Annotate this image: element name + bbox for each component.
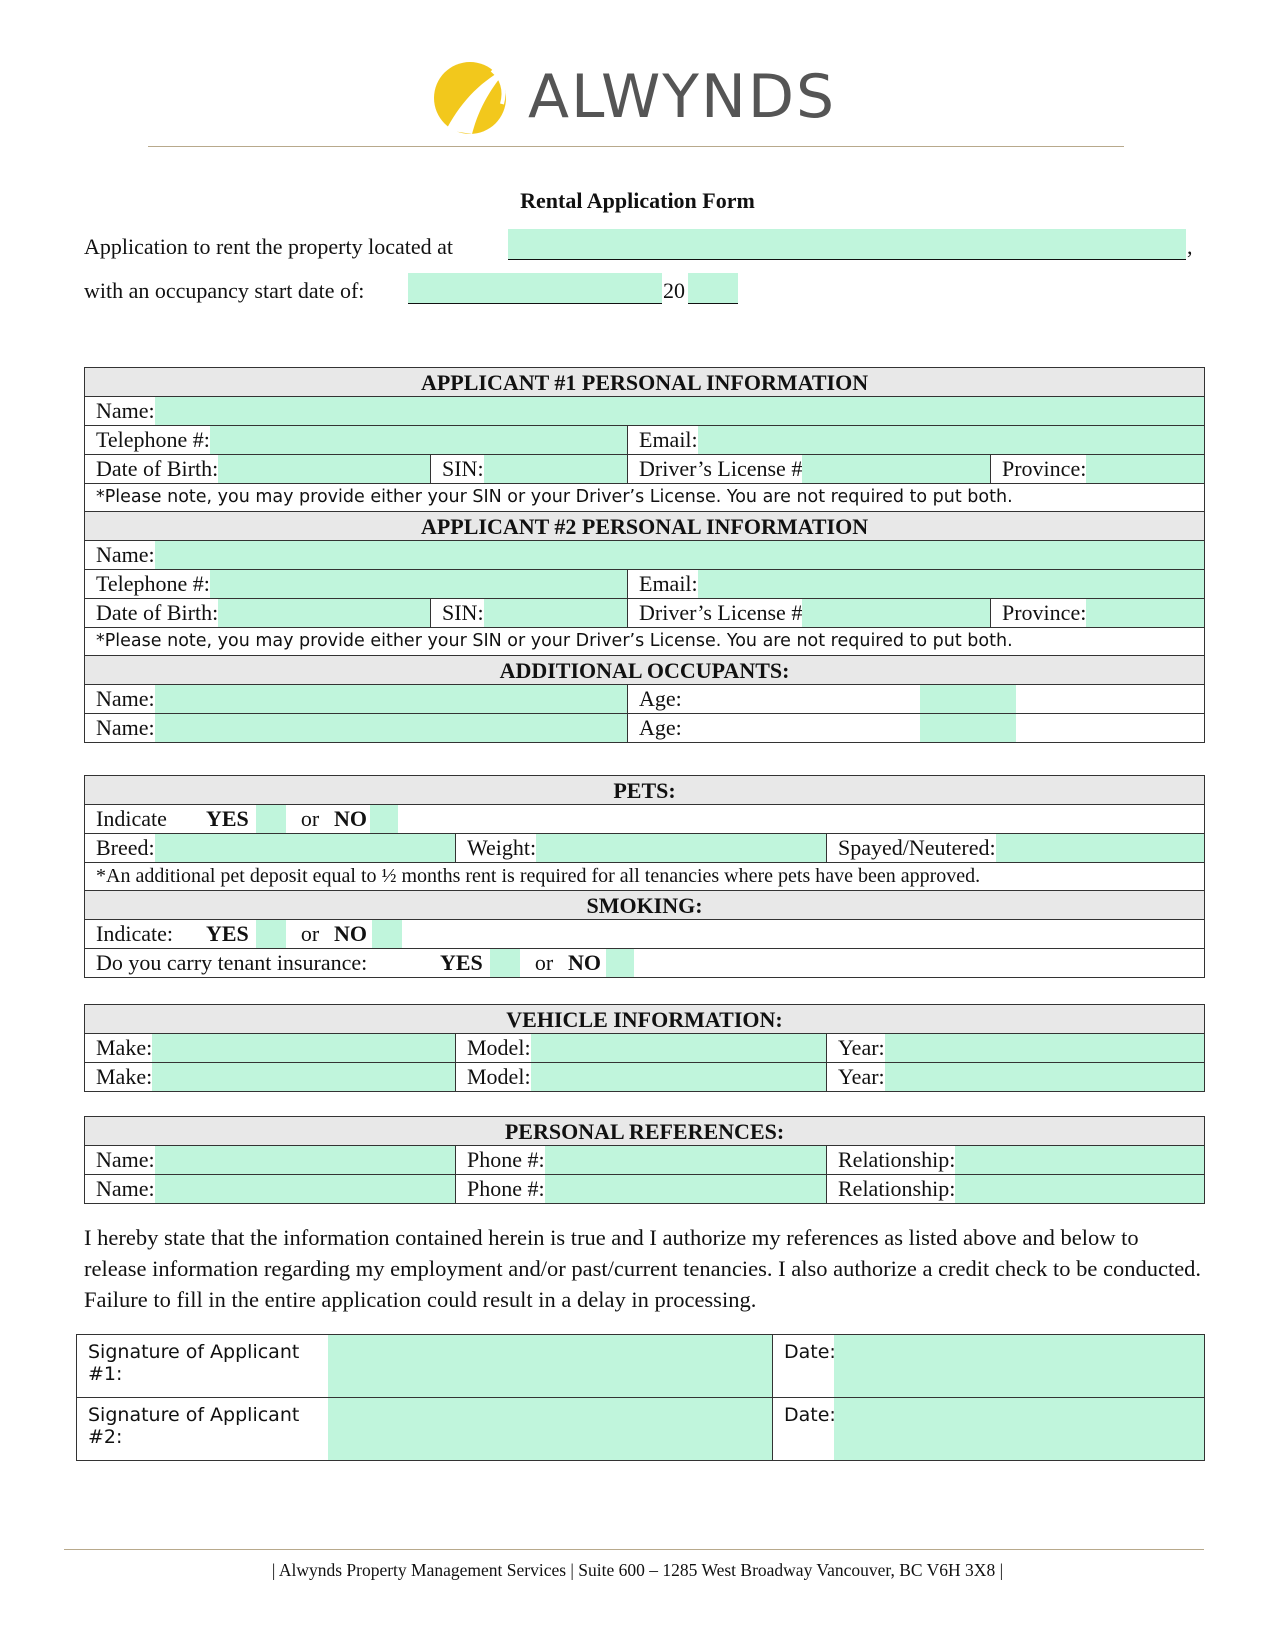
applicant1-license-field[interactable]: [802, 455, 990, 483]
smoking-or-label: or: [300, 921, 320, 946]
reference2-relationship-field[interactable]: [955, 1175, 1204, 1203]
vehicle1-year-field[interactable]: [885, 1034, 1204, 1062]
applicant2-province-field[interactable]: [1086, 599, 1204, 627]
pets-weight-label: Weight:: [467, 835, 537, 860]
smoking-yes-label: YES: [206, 921, 249, 946]
applicant1-province-field[interactable]: [1086, 455, 1204, 483]
pets-spayed-label: Spayed/Neutered:: [838, 835, 996, 860]
reference2-phone-field[interactable]: [545, 1175, 826, 1203]
applicant2-email-field[interactable]: [698, 570, 1204, 598]
reference2-phone-label: Phone #:: [467, 1176, 545, 1201]
smoking-yes-field[interactable]: [256, 920, 286, 948]
applicant2-header: APPLICANT #2 PERSONAL INFORMATION: [85, 512, 1205, 541]
applicant1-dob-field[interactable]: [218, 455, 430, 483]
applicant1-sin-label: SIN:: [442, 456, 484, 481]
vehicle2-model-field[interactable]: [531, 1063, 826, 1091]
year-prefix: 20: [663, 278, 685, 303]
signature1-date-field[interactable]: [834, 1335, 1205, 1398]
pets-yes-field[interactable]: [256, 805, 286, 833]
insurance-or-label: or: [534, 950, 554, 975]
start-year-field[interactable]: [688, 273, 738, 304]
vehicle-header: VEHICLE INFORMATION:: [85, 1005, 1205, 1034]
reference1-relationship-field[interactable]: [955, 1146, 1204, 1174]
applicant2-license-label: Driver’s License #: [639, 600, 803, 625]
footer-divider: [64, 1549, 1204, 1550]
occupant1-age-label: Age:: [639, 686, 682, 711]
occupant2-name-label: Name:: [96, 715, 155, 740]
reference1-name-field[interactable]: [155, 1146, 455, 1174]
pets-smoking-table: [84, 775, 1205, 978]
applicant1-telephone-label: Telephone #:: [96, 427, 210, 452]
applicant1-name-label: Name:: [96, 398, 155, 423]
smoking-no-field[interactable]: [372, 920, 402, 948]
logo-wordmark: ALWYNDS: [528, 62, 837, 132]
vehicle1-make-label: Make:: [96, 1035, 153, 1060]
occupant2-age-label: Age:: [639, 715, 682, 740]
authorization-statement: I hereby state that the information contained herein is true and I authorize my references as listed above and below to release information regarding my employment and/or past/current tenancies. I also authorize a credit check to be conducted. Failure to fill in the entire application could result in a delay in processing.: [84, 1225, 1202, 1312]
applicant1-license-label: Driver’s License #: [639, 456, 803, 481]
applicant2-license-field[interactable]: [802, 599, 990, 627]
reference2-name-field[interactable]: [155, 1175, 455, 1203]
vehicle2-make-field[interactable]: [152, 1063, 455, 1091]
smoking-no-label: NO: [334, 921, 367, 946]
reference1-name-label: Name:: [96, 1147, 155, 1172]
signature2-date-field[interactable]: [834, 1398, 1205, 1461]
signature1-label: Signature of Applicant #1:: [77, 1335, 328, 1398]
applicant2-sin-label: SIN:: [442, 600, 484, 625]
insurance-label: Do you carry tenant insurance:: [96, 950, 368, 975]
reference2-relationship-label: Relationship:: [838, 1176, 956, 1201]
applicant1-email-field[interactable]: [698, 426, 1204, 454]
footer-address: | Alwynds Property Management Services | Suite 600 – 1285 West Broadway Vancouver, BC V6H 3X8 |: [271, 1560, 1004, 1580]
vehicle2-model-label: Model:: [467, 1064, 531, 1089]
vehicle2-make-label: Make:: [96, 1064, 153, 1089]
vehicle1-model-field[interactable]: [531, 1034, 826, 1062]
applicant1-telephone-field[interactable]: [210, 426, 627, 454]
applicant1-province-label: Province:: [1002, 456, 1087, 481]
start-date-field[interactable]: [408, 273, 662, 304]
occupant1-age-field[interactable]: [920, 685, 1016, 713]
references-table: [84, 1116, 1205, 1204]
address-comma: ,: [1187, 234, 1193, 259]
insurance-yes-field[interactable]: [490, 949, 520, 977]
pets-no-field[interactable]: [370, 805, 398, 833]
reference2-name-label: Name:: [96, 1176, 155, 1201]
pets-breed-field[interactable]: [155, 834, 455, 862]
vehicle2-year-field[interactable]: [885, 1063, 1204, 1091]
vehicle1-model-label: Model:: [467, 1035, 531, 1060]
occupant2-name-field[interactable]: [155, 714, 627, 742]
insurance-no-label: NO: [568, 950, 601, 975]
header-divider: [148, 146, 1124, 147]
signature1-field[interactable]: [328, 1335, 773, 1398]
start-date-label: with an occupancy start date of:: [84, 278, 365, 303]
occupant1-name-label: Name:: [96, 686, 155, 711]
applicant2-telephone-label: Telephone #:: [96, 571, 210, 596]
pets-breed-label: Breed:: [96, 835, 155, 860]
signature2-field[interactable]: [328, 1398, 773, 1461]
applicant2-telephone-field[interactable]: [210, 570, 627, 598]
applicant1-header: APPLICANT #1 PERSONAL INFORMATION: [85, 368, 1205, 397]
applicant1-dob-label: Date of Birth:: [96, 456, 219, 481]
applicant2-sin-field[interactable]: [484, 599, 627, 627]
reference1-relationship-label: Relationship:: [838, 1147, 956, 1172]
signature-table: [76, 1334, 1205, 1461]
insurance-no-field[interactable]: [606, 949, 634, 977]
form-title: Rental Application Form: [520, 188, 755, 213]
property-address-field[interactable]: [508, 229, 1186, 260]
vehicle1-make-field[interactable]: [152, 1034, 455, 1062]
pets-deposit-note: *An additional pet deposit equal to ½ months rent is required for all tenancies where pets have been approved.: [85, 863, 1205, 891]
property-address-label: Application to rent the property located at: [84, 234, 453, 259]
applicant1-sin-field[interactable]: [484, 455, 627, 483]
occupant1-name-field[interactable]: [155, 685, 627, 713]
signature2-date-label: Date:: [773, 1398, 834, 1461]
applicant2-name-label: Name:: [96, 542, 155, 567]
applicant2-dob-label: Date of Birth:: [96, 600, 219, 625]
vehicle-table: [84, 1004, 1205, 1092]
signature1-date-label: Date:: [773, 1335, 834, 1398]
reference1-phone-label: Phone #:: [467, 1147, 545, 1172]
pets-indicate-label: Indicate: [96, 806, 167, 831]
signature2-label: Signature of Applicant #2:: [77, 1398, 328, 1461]
smoking-header: SMOKING:: [85, 891, 1205, 920]
smoking-indicate-label: Indicate:: [96, 921, 173, 946]
pets-spayed-field[interactable]: [996, 834, 1204, 862]
pets-weight-field[interactable]: [536, 834, 826, 862]
pets-or-label: or: [300, 806, 320, 831]
applicant2-dob-field[interactable]: [218, 599, 430, 627]
applicant2-province-label: Province:: [1002, 600, 1087, 625]
applicant2-email-label: Email:: [639, 571, 698, 596]
pets-yes-label: YES: [206, 806, 249, 831]
applicant2-name-field[interactable]: [155, 541, 1204, 569]
applicants-table: [84, 367, 1205, 743]
applicant2-note: *Please note, you may provide either your SIN or your Driver’s License. You are not required to put both.: [85, 628, 1205, 656]
company-logo: [432, 60, 852, 136]
occupant2-age-field[interactable]: [920, 714, 1016, 742]
pets-no-label: NO: [334, 806, 367, 831]
applicant1-email-label: Email:: [639, 427, 698, 452]
applicant1-name-field[interactable]: [155, 397, 1204, 425]
insurance-yes-label: YES: [440, 950, 483, 975]
vehicle1-year-label: Year:: [838, 1035, 885, 1060]
applicant1-note: *Please note, you may provide either your SIN or your Driver’s License. You are not required to put both.: [85, 484, 1205, 512]
occupants-header: ADDITIONAL OCCUPANTS:: [85, 656, 1205, 685]
references-header: PERSONAL REFERENCES:: [85, 1117, 1205, 1146]
vehicle2-year-label: Year:: [838, 1064, 885, 1089]
pets-header: PETS:: [85, 776, 1205, 805]
reference1-phone-field[interactable]: [545, 1146, 826, 1174]
logo-mark-icon: [432, 60, 516, 136]
